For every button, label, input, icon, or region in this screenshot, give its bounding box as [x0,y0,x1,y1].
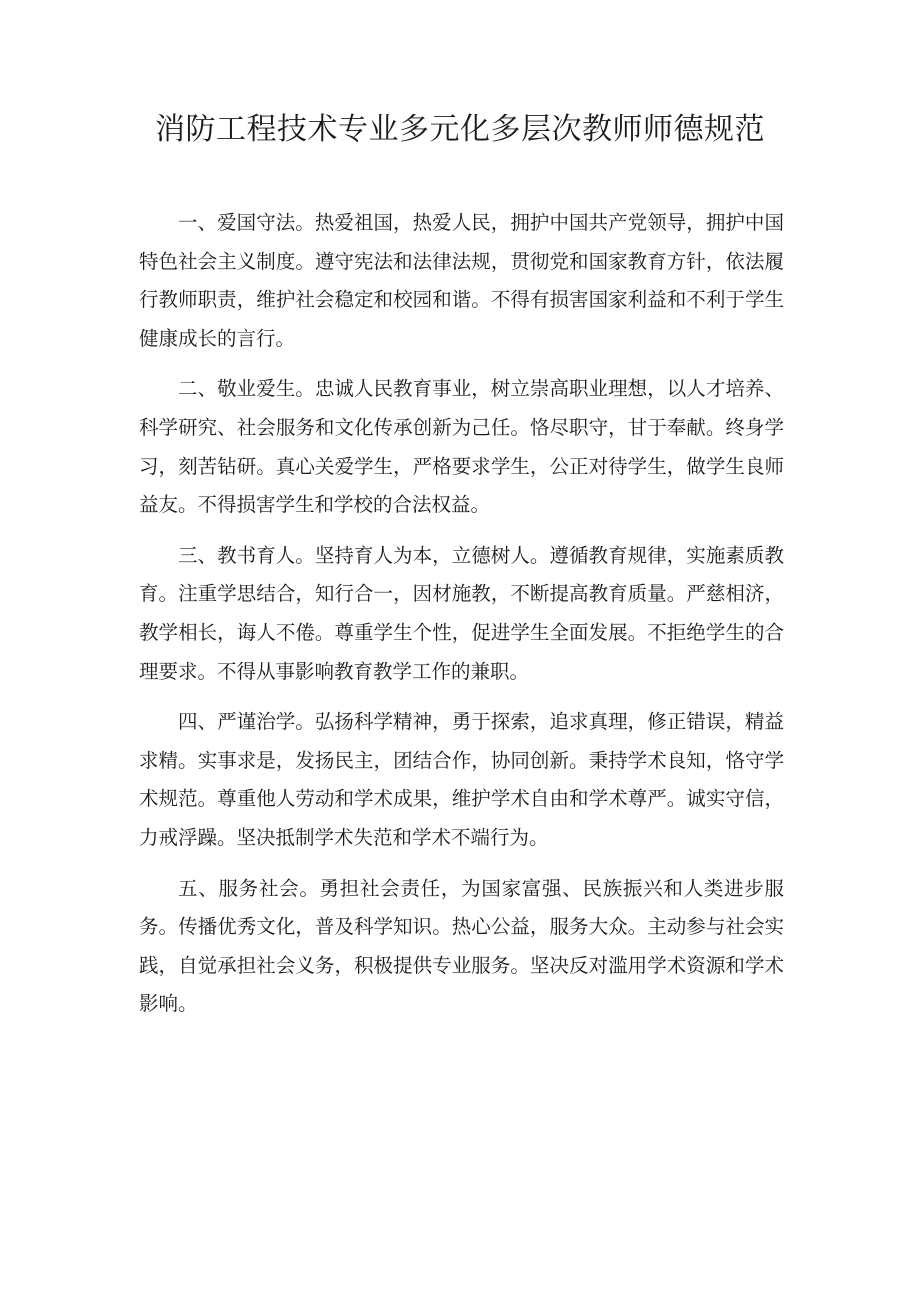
paragraph-scholarship: 四、严谨治学。弘扬科学精神，勇于探索，追求真理，修正错误，精益求精。实事求是，发扬民主，团结合作，协同创新。秉持学术良知，恪守学术规范。尊重他人劳动和学术成果，维护学术自由和学术尊严。诚实守信，力戒浮躁。坚决抵制学术失范和学术不端行为。 [139,710,784,849]
paragraph-dedication: 二、敬业爱生。忠诚人民教育事业，树立崇高职业理想，以人才培养、科学研究、社会服务和文化传承创新为己任。恪尽职守，甘于奉献。终身学习，刻苦钻研。真心关爱学生，严格要求学生，公正对待学生，做学生良师益友。不得损害学生和学校的合法权益。 [139,377,784,517]
paragraph-patriotism: 一、爱国守法。热爱祖国，热爱人民，拥护中国共产党领导，拥护中国特色社会主义制度。遵守宪法和法律法规，贯彻党和国家教育方针，依法履行教师职责，维护社会稳定和校园和谐。不得有损害国家利益和不利于学生健康成长的言行。 [139,211,784,350]
document-title: 消防工程技术专业多元化多层次教师师德规范 [155,112,765,147]
document-body [139,204,784,1036]
paragraph-social-service: 五、服务社会。勇担社会责任，为国家富强、民族振兴和人类进步服务。传播优秀文化，普及科学知识。热心公益，服务大众。主动参与社会实践，自觉承担社会义务，积极提供专业服务。坚决反对滥用学术资源和学术影响。 [139,876,784,1016]
paragraph-teaching: 三、教书育人。坚持育人为本，立德树人。遵循教育规律，实施素质教育。注重学思结合，知行合一，因材施教，不断提高教育质量。严慈相济，教学相长，诲人不倦。尊重学生个性，促进学生全面发展。不拒绝学生的合理要求。不得从事影响教育教学工作的兼职。 [139,543,784,683]
